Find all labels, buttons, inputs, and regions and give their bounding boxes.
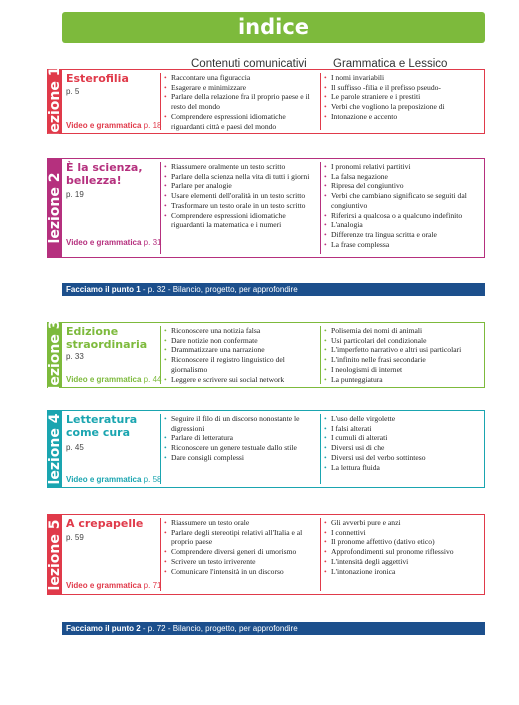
comunicativi-item: • Riconoscere una notizia falsa: [171, 326, 319, 336]
lesson-title[interactable]: Esterofilia: [66, 72, 129, 85]
facciamo-il-punto-2[interactable]: [62, 622, 485, 635]
lesson-5: [47, 514, 485, 595]
index-title: indice: [237, 15, 310, 39]
lesson-1: [46, 66, 485, 137]
grammatica-item: • L'uso delle virgolette: [331, 414, 481, 424]
punto-2-text: - p. 72 - Bilancio, progetto, per approfondire: [140, 624, 298, 633]
punto-2-label: Facciamo il punto 2: [66, 624, 141, 633]
video-page: p. 58: [141, 475, 162, 484]
lesson-page: p. 45: [66, 443, 84, 452]
lesson-label: lezione 2: [46, 172, 63, 244]
grammatica-item: • Diversi usi di che: [331, 443, 481, 453]
grammatica-item: • La lettura fluida: [331, 463, 481, 473]
video-grammatica-link[interactable]: [66, 238, 161, 247]
grammatica-item: • Riferirsi a qualcosa o a qualcuno indefinito: [331, 211, 481, 221]
lesson-side-band: [47, 515, 62, 594]
grammatica-item: • L'infinito nelle frasi secondarie: [331, 355, 481, 365]
grammatica-item: • Differenze tra lingua scritta e orale: [331, 230, 481, 240]
grammatica-item: • Gli avverbi pure e anzi: [331, 518, 481, 528]
comunicativi-item: • Riconoscere un genere testuale dallo stile: [171, 443, 319, 453]
grammatica-item: • Verbi che vogliono la preposizione di: [331, 102, 481, 112]
comunicativi-item: • Riassumere oralmente un testo scritto: [171, 162, 319, 172]
comunicativi-item: • Dare notizie non confermate: [171, 336, 319, 346]
comunicativi-item: • Comunicare l'intensità in un discorso: [171, 567, 319, 577]
comunicativi-item: • Comprendere espressioni idiomatiche riguardanti città e paesi del mondo: [171, 112, 319, 131]
grammatica-item: • Il pronome affettivo (dativo etico): [331, 537, 481, 547]
grammatica-item: • I cumuli di alterati: [331, 433, 481, 443]
grammatica-item: • La frase complessa: [331, 240, 481, 250]
grammatica-item: • I connettivi: [331, 528, 481, 538]
comunicativi-item: • Parlare per analogie: [171, 181, 319, 191]
grammatica-item: • La punteggiatura: [331, 375, 481, 385]
header-grammatica: Grammatica e Lessico: [333, 58, 448, 70]
video-grammatica-link[interactable]: [66, 475, 161, 484]
lesson-page: p. 59: [66, 533, 84, 542]
grammatica-item: • L'imperfetto narrativo e altri usi particolari: [331, 345, 481, 355]
lesson-2: [47, 158, 485, 258]
comunicativi-item: • Parlare degli stereotipi relativi all'Italia e al proprio paese: [171, 528, 319, 547]
lesson-side-band: [47, 411, 62, 487]
video-page: p. 44: [141, 375, 162, 384]
comunicativi-item: • Riassumere un testo orale: [171, 518, 319, 528]
grammatica-column: [320, 162, 481, 254]
grammatica-item: • Verbi che cambiano significato se seguiti dal congiuntivo: [331, 191, 481, 210]
video-grammatica-link[interactable]: [66, 581, 161, 590]
comunicativi-item: • Esagerare e minimizzare: [171, 83, 319, 93]
lesson-label: lezione 5: [46, 519, 63, 590]
grammatica-item: • L'intensità degli aggettivi: [331, 557, 481, 567]
comunicativi-column: [160, 414, 319, 484]
comunicativi-item: • Trasformare un testo orale in un testo scritto: [171, 201, 319, 211]
comunicativi-item: • Raccontare una figuraccia: [171, 73, 319, 83]
lesson-label: lezione 1: [46, 66, 63, 137]
punto-1-text: - p. 32 - Bilancio, progetto, per approfondire: [140, 285, 298, 294]
grammatica-item: • I nomi invariabili: [331, 73, 481, 83]
comunicativi-item: • Comprendere diversi generi di umorismo: [171, 547, 319, 557]
grammatica-item: • Il suffisso -filia e il prefisso pseudo-: [331, 83, 481, 93]
video-label: Video e grammatica: [66, 581, 142, 590]
comunicativi-item: • Comprendere espressioni idiomatiche riguardanti la matematica e i numeri: [171, 211, 319, 230]
header-comunicativi: Contenuti comunicativi: [191, 58, 307, 70]
lesson-title[interactable]: A crepapelle: [66, 517, 144, 530]
comunicativi-item: • Parlare della scienza nella vita di tutti i giorni: [171, 172, 319, 182]
lesson-label: lezione 4: [46, 413, 63, 485]
comunicativi-column: [160, 73, 319, 130]
comunicativi-item: • Seguire il filo di un discorso nonostante le digressioni: [171, 414, 319, 433]
video-label: Video e grammatica: [66, 475, 142, 484]
grammatica-item: • Ripresa del congiuntivo: [331, 181, 481, 191]
lesson-3: [46, 319, 485, 391]
lesson-side-band: [46, 319, 63, 391]
grammatica-column: [320, 73, 481, 130]
lesson-4: [47, 410, 485, 488]
comunicativi-column: [160, 162, 319, 254]
grammatica-item: • Usi particolari del condizionale: [331, 336, 481, 346]
lesson-page: p. 33: [66, 352, 84, 361]
video-label: Video e grammatica: [66, 375, 142, 384]
grammatica-item: • Diversi usi del verbo sottinteso: [331, 453, 481, 463]
grammatica-item: • I pronomi relativi partitivi: [331, 162, 481, 172]
comunicativi-item: • Usare elementi dell'oralità in un testo scritto: [171, 191, 319, 201]
grammatica-column: [320, 326, 481, 384]
grammatica-column: [320, 414, 481, 484]
lesson-page: p. 5: [66, 87, 80, 96]
lesson-title[interactable]: Letteratura come cura: [66, 413, 138, 439]
lesson-side-band: [47, 159, 62, 257]
comunicativi-item: • Riconoscere il registro linguistico del giornalismo: [171, 355, 319, 374]
comunicativi-column: [160, 326, 319, 384]
grammatica-item: • L'analogia: [331, 220, 481, 230]
video-page: p. 71: [141, 581, 162, 590]
video-grammatica-link[interactable]: [66, 121, 161, 130]
comunicativi-item: • Drammatizzare una narrazione: [171, 345, 319, 355]
lesson-page: p. 19: [66, 190, 84, 199]
lesson-label: lezione 3: [46, 319, 63, 391]
grammatica-item: • Approfondimenti sul pronome riflessivo: [331, 547, 481, 557]
grammatica-item: • La falsa negazione: [331, 172, 481, 182]
comunicativi-item: • Leggere e scrivere sui social network: [171, 375, 319, 385]
video-page: p. 31: [141, 238, 162, 247]
punto-1-label: Facciamo il punto 1: [66, 285, 141, 294]
comunicativi-item: • Dare consigli complessi: [171, 453, 319, 463]
lesson-title[interactable]: Edizione straordinaria: [66, 325, 148, 351]
comunicativi-item: • Parlare di letteratura: [171, 433, 319, 443]
grammatica-item: • Le parole straniere e i prestiti: [331, 92, 481, 102]
video-grammatica-link[interactable]: [66, 375, 161, 384]
grammatica-item: • Polisemia dei nomi di animali: [331, 326, 481, 336]
lesson-title[interactable]: È la scienza, bellezza!: [66, 161, 143, 187]
lesson-side-band: [46, 66, 63, 137]
grammatica-item: • Intonazione e accento: [331, 112, 481, 122]
video-label: Video e grammatica: [66, 238, 142, 247]
facciamo-il-punto-1[interactable]: [62, 283, 485, 296]
grammatica-column: [320, 518, 481, 591]
video-page: p. 18: [141, 121, 162, 130]
comunicativi-item: • Scrivere un testo irriverente: [171, 557, 319, 567]
comunicativi-column: [160, 518, 319, 591]
grammatica-item: • I neologismi di internet: [331, 365, 481, 375]
grammatica-item: • I falsi alterati: [331, 424, 481, 434]
video-label: Video e grammatica: [66, 121, 142, 130]
comunicativi-item: • Parlare della relazione fra il proprio paese e il resto del mondo: [171, 92, 319, 111]
grammatica-item: • L'intonazione ironica: [331, 567, 481, 577]
index-title-bar: [62, 12, 485, 43]
